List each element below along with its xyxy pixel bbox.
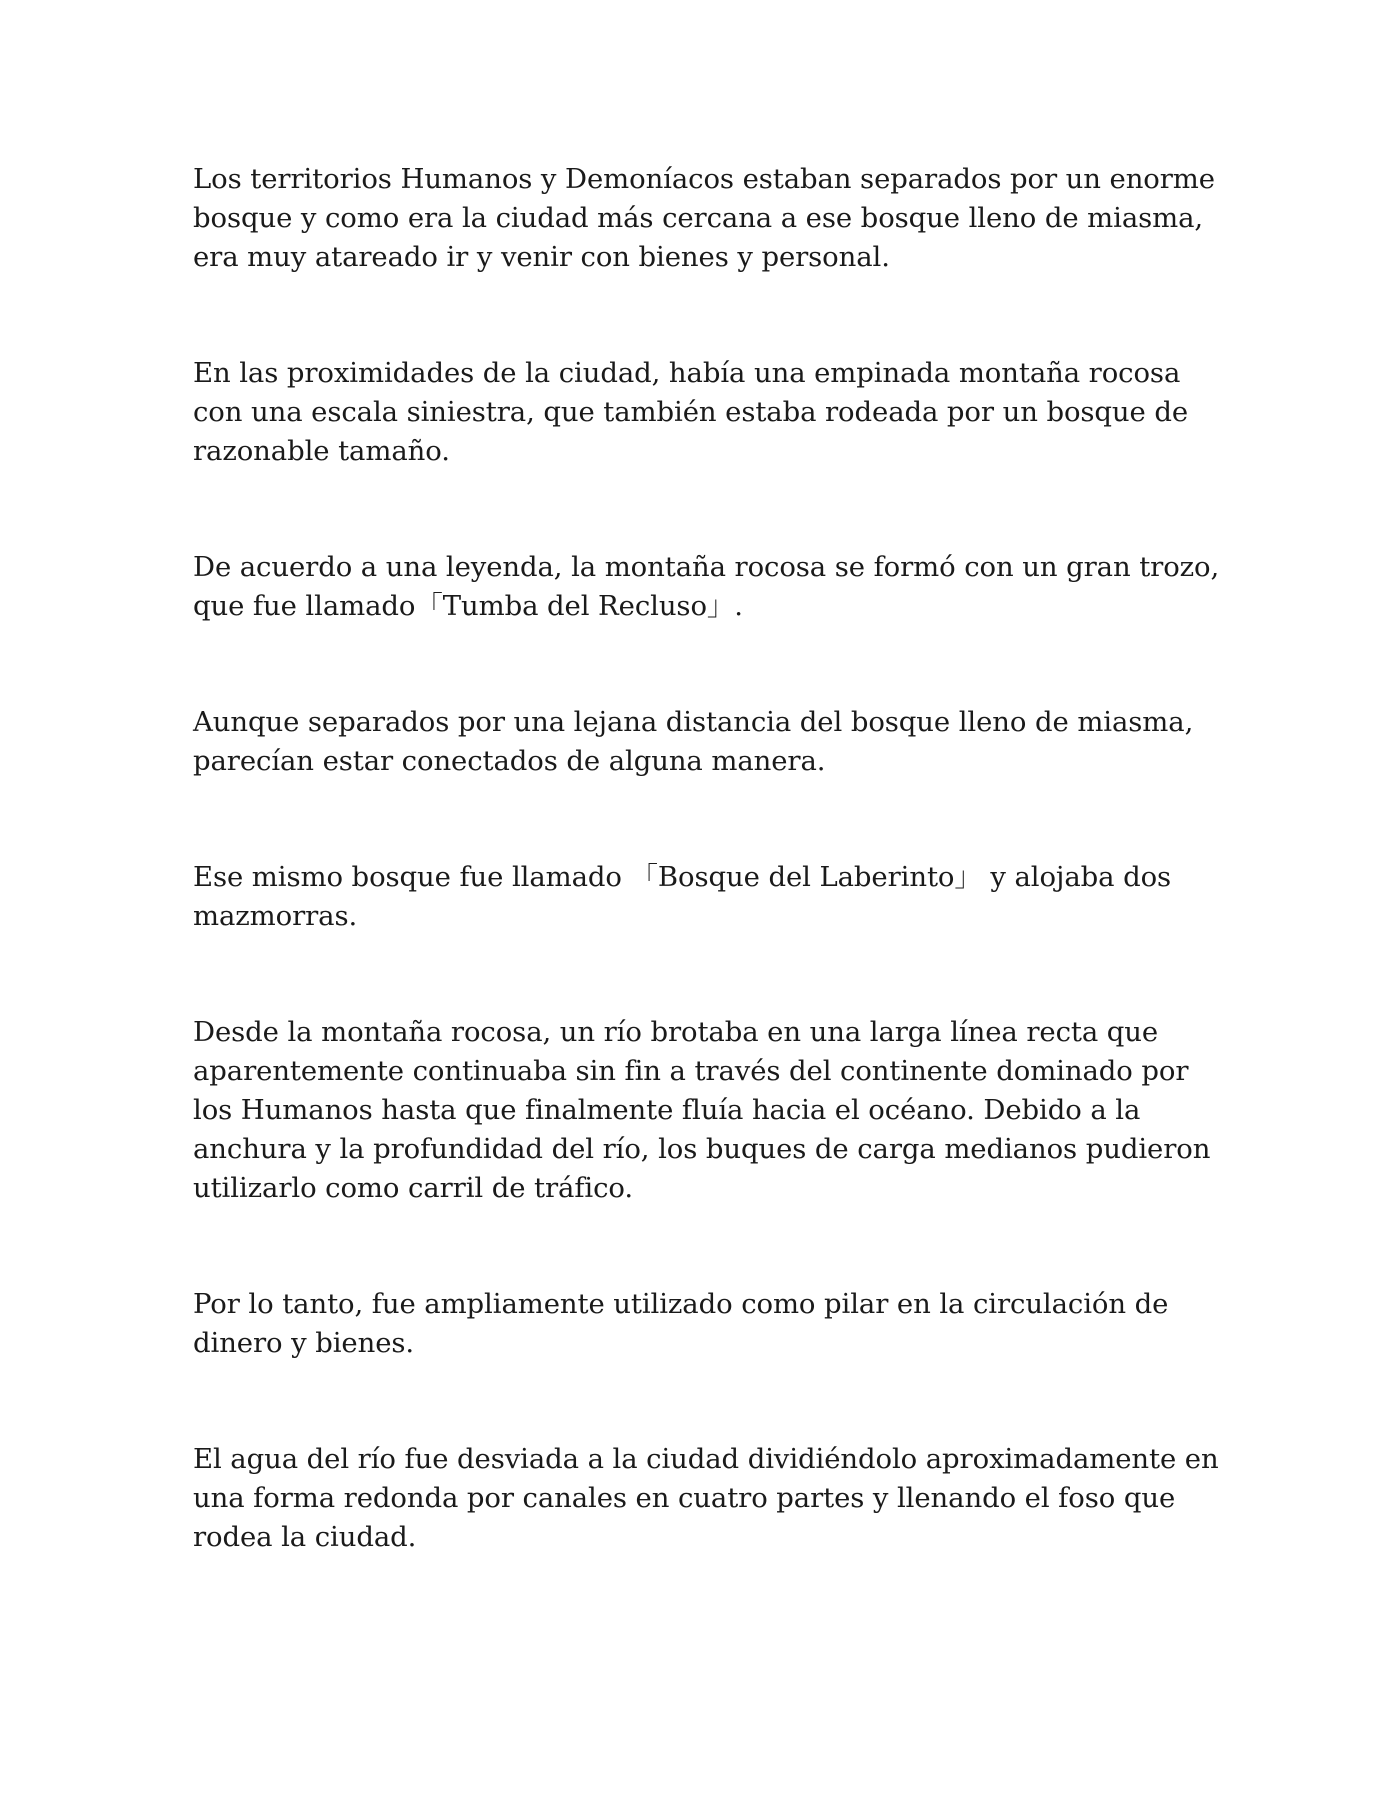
paragraph-1: Los territorios Humanos y Demoníacos estaban separados por un enorme bosque y como era la ciudad más cercana a ese bosque lleno de miasma, era muy atareado ir y venir con bienes y personal. [193,163,1215,273]
paragraph-7: Por lo tanto, fue ampliamente utilizado como pilar en la circulación de dinero y bienes. [193,1288,1169,1359]
document-body [193,160,1223,1634]
paragraph-4: Aunque separados por una lejana distancia del bosque lleno de miasma, parecían estar conectados de alguna manera. [193,706,1194,777]
paragraph-3: De acuerdo a una leyenda, la montaña rocosa se formó con un gran trozo, que fue llamado「Tumba del Recluso」. [193,551,1220,622]
paragraph-6: Desde la montaña rocosa, un río brotaba en una larga línea recta que aparentemente continuaba sin fin a través del continente dominado por los Humanos hasta que finalmente fluía hacia el océano. Debido a la anchura y la profundidad del río, los buques de carga medianos pudieron utilizarlo como carril de tráfico. [193,1016,1211,1204]
paragraph-8: El agua del río fue desviada a la ciudad dividiéndolo aproximadamente en una forma redonda por canales en cuatro partes y llenando el foso que rodea la ciudad. [193,1443,1219,1553]
paragraph-2: En las proximidades de la ciudad, había una empinada montaña rocosa con una escala siniestra, que también estaba rodeada por un bosque de razonable tamaño. [193,357,1189,467]
paragraph-5: Ese mismo bosque fue llamado 「Bosque del Laberinto」 y alojaba dos mazmorras. [193,861,1172,932]
